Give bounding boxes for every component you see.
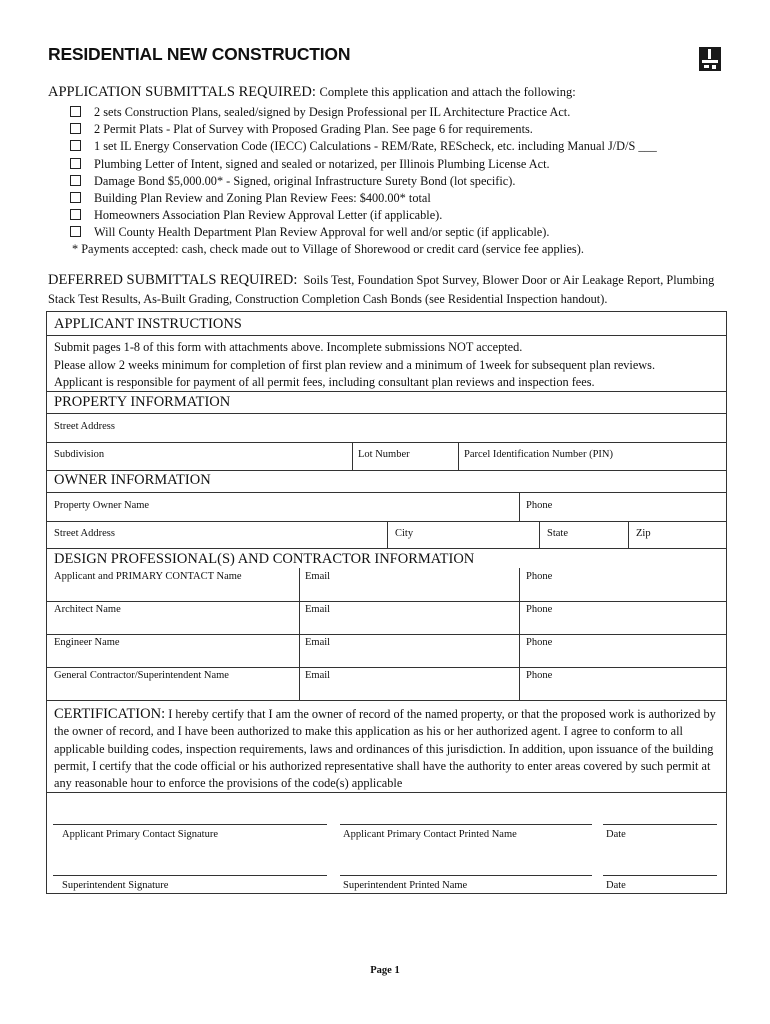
instruction-line: Submit pages 1-8 of this form with attachments above. Incomplete submissions NOT accepted. <box>54 340 523 354</box>
primary-signature-line[interactable] <box>53 824 327 825</box>
checklist-item-label: 2 sets Construction Plans, sealed/signed by Design Professional per IL Architecture Practice Act. <box>94 105 571 119</box>
applicant-instructions-text <box>54 339 655 392</box>
checkbox[interactable] <box>70 175 81 186</box>
checklist-item <box>70 207 657 224</box>
checklist-item <box>70 190 657 207</box>
checkbox[interactable] <box>70 158 81 169</box>
checklist-item-label: Damage Bond $5,000.00* - Signed, original Infrastructure Surety Bond (lot specific). <box>94 173 516 188</box>
submittals-checklist <box>70 104 657 242</box>
contractor-email-field[interactable]: Email <box>305 670 331 681</box>
checklist-item-label: Will County Health Department Plan Review Approval for well and/or septic (if applicable). <box>94 225 550 240</box>
applicant-instructions-heading: APPLICANT INSTRUCTIONS <box>54 316 242 332</box>
architect-email-field[interactable]: Email <box>305 604 331 615</box>
superintendent-signature-line[interactable] <box>53 875 327 876</box>
checklist-item-label: 1 set IL Energy Conservation Code (IECC) Calculations - REM/Rate, REScheck, etc. including Manual J/D/S ___ <box>94 139 657 154</box>
primary-contact-email-field[interactable]: Email <box>305 571 331 582</box>
page-number: Page 1 <box>370 965 400 976</box>
payments-note: * Payments accepted: cash, check made out to Village of Shorewood or credit card (service fee applies). <box>72 242 584 256</box>
application-form <box>46 311 727 894</box>
engineer-name-field[interactable]: Engineer Name <box>54 637 120 648</box>
primary-contact-name-field[interactable]: Applicant and PRIMARY CONTACT Name <box>54 571 242 582</box>
certification-block <box>54 706 722 792</box>
primary-printed-name-line[interactable] <box>340 824 592 825</box>
checkbox[interactable] <box>70 106 81 117</box>
superintendent-printed-name-label: Superintendent Printed Name <box>343 880 468 891</box>
superintendent-printed-name-line[interactable] <box>340 875 592 876</box>
checklist-item <box>70 138 657 155</box>
primary-contact-phone-field[interactable]: Phone <box>526 571 553 582</box>
certification-text: I hereby certify that I am the owner of record of the named property, or that the proposed work is authorized by the owner of record, and I have been authorized to make this application as his or her authorized agent. I agree to conform to all applicable building codes, inspection requirements, laws and ordinances of this jurisdiction. In addition, upon issuance of the building permit, I certify that the code official or his authorized representative shall have the authority to enter areas covered by such permit at any reasonable hour to enforce the provisions of the code(s) applicable <box>54 707 716 791</box>
submittals-heading-text: APPLICATION SUBMITTALS REQUIRED: <box>48 84 316 100</box>
architect-phone-field[interactable]: Phone <box>526 604 553 615</box>
owner-name-field[interactable]: Property Owner Name <box>54 500 150 511</box>
contractor-name-field[interactable]: General Contractor/Superintendent Name <box>54 670 229 681</box>
checkbox[interactable] <box>70 140 81 151</box>
submittals-subheading: Complete this application and attach the following: <box>319 85 576 99</box>
engineer-phone-field[interactable]: Phone <box>526 637 553 648</box>
owner-information-heading: OWNER INFORMATION <box>54 472 211 488</box>
primary-date-label: Date <box>606 829 626 840</box>
checklist-item-label: Building Plan Review and Zoning Plan Review Fees: $400.00* total <box>94 190 431 205</box>
primary-date-line[interactable] <box>603 824 717 825</box>
shorewood-logo-icon <box>699 47 721 71</box>
form-title: RESIDENTIAL NEW CONSTRUCTION <box>48 44 351 64</box>
checklist-item-label: Plumbing Letter of Intent, signed and sealed or notarized, per Illinois Plumbing License Act. <box>94 156 550 171</box>
design-professionals-heading: DESIGN PROFESSIONAL(S) AND CONTRACTOR INFORMATION <box>54 551 475 567</box>
subdivision-field[interactable]: Subdivision <box>54 449 105 460</box>
instruction-line: Applicant is responsible for payment of all permit fees, including consultant plan reviews and inspection fees. <box>54 375 595 389</box>
superintendent-signature-label: Superintendent Signature <box>62 880 169 891</box>
architect-name-field[interactable]: Architect Name <box>54 604 121 615</box>
checklist-item <box>70 173 657 190</box>
checklist-item <box>70 156 657 173</box>
owner-state-field[interactable]: State <box>547 528 568 539</box>
checklist-item-label: 2 Permit Plats - Plat of Survey with Proposed Grading Plan. See page 6 for requirements. <box>94 122 533 137</box>
lot-number-field[interactable]: Lot Number <box>358 449 410 460</box>
checklist-item <box>70 104 657 121</box>
certification-heading: CERTIFICATION: <box>54 706 166 722</box>
primary-printed-name-label: Applicant Primary Contact Printed Name <box>343 829 517 840</box>
owner-phone-field[interactable]: Phone <box>526 500 553 511</box>
owner-zip-field[interactable]: Zip <box>636 528 651 539</box>
checkbox[interactable] <box>70 192 81 203</box>
property-information-heading: PROPERTY INFORMATION <box>54 394 231 410</box>
checkbox[interactable] <box>70 123 81 134</box>
pin-field[interactable]: Parcel Identification Number (PIN) <box>464 449 613 460</box>
checkbox[interactable] <box>70 209 81 220</box>
checklist-item <box>70 224 657 241</box>
deferred-text: Soils Test, Foundation Spot Survey, Blower Door or Air Leakage Report, Plumbing Stack Test Results, As-Built Grading, Construction Completion Cash Bonds (see Residential Inspection handout). <box>48 273 715 306</box>
instruction-line: Please allow 2 weeks minimum for completion of first plan review and a minimum of 1week for subsequent plan reviews. <box>54 357 656 372</box>
superintendent-date-label: Date <box>606 880 626 891</box>
deferred-submittals <box>48 271 728 309</box>
property-street-address-field[interactable]: Street Address <box>54 421 115 432</box>
application-submittals-heading <box>48 84 576 101</box>
checklist-item <box>70 121 657 138</box>
owner-city-field[interactable]: City <box>395 528 414 539</box>
contractor-phone-field[interactable]: Phone <box>526 670 553 681</box>
deferred-heading: DEFERRED SUBMITTALS REQUIRED: <box>48 272 298 288</box>
checkbox[interactable] <box>70 226 81 237</box>
checklist-item-label: Homeowners Association Plan Review Approval Letter (if applicable). <box>94 208 443 223</box>
engineer-email-field[interactable]: Email <box>305 637 331 648</box>
owner-street-address-field[interactable]: Street Address <box>54 528 115 539</box>
superintendent-date-line[interactable] <box>603 875 717 876</box>
primary-signature-label: Applicant Primary Contact Signature <box>62 829 219 840</box>
